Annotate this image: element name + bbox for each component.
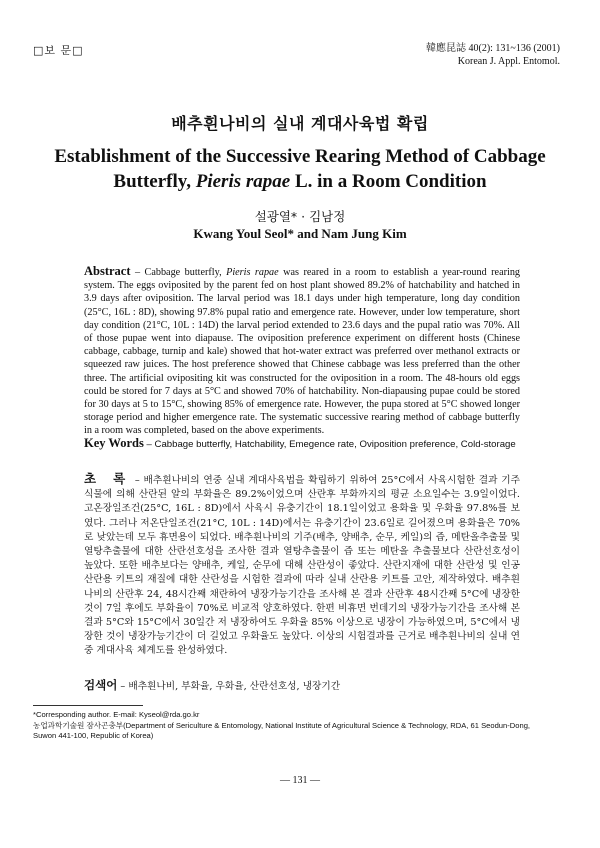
abstract-species: Pieris rapae (226, 267, 279, 278)
page-number: — 131 — (280, 775, 320, 786)
corresponding-author: *Corresponding author. E-mail: Kyseol@rda.go.kr (33, 710, 200, 719)
authors-korean: 설광열* · 김남정 (254, 209, 346, 224)
title-korean: 배추흰나비의 실내 계대사육법 확립 (171, 114, 429, 133)
article-category: □보 문□ (33, 44, 84, 57)
korean-abstract (84, 472, 520, 659)
korean-abstract-text: – 배추흰나비의 연중 실내 계대사육법을 확립하기 위하여 25°C에서 사육시험한 결과 기주식물에 의해 산란된 알의 부화율은 89.2%이었으며 산란후 부화까지의 평균 소요일수는 3.9일이었다. 고온장일조건(25°C, 16L : 8D)에서 사육시 유충기간이 18.1일이었고 용화율 및 우화율 97.8%를 보였다. 그러나 저온단일조건(21°C, 10L : 14D)에서는 유충기간이 23.6일로 길어졌으며 용화율은 70%로 낮았는데 모두 휴면용이 되었다. 배추흰나비의 기주(배추, 양배추, 순무, 케일)의 즙, 메탄올추출물 및 열탕추출물에 대한 산란선호성을 조사한 결과 열탕추출물이 즙 또는 메탄올 추출물보다 산란선호성이 높았다. 또한 배추보다는 양배추, 케일, 순무에 대해 산란성이 좋았다. 산란지재에 대한 산란성 및 인공산란용 키트의 재질에 대한 산란성을 시험한 결과에 따라 실내 산란용 키트를 고안, 제작하였다. 배추흰나비의 산란후 24, 48시간째 채란하여 냉장가능기간을 조사해 본 결과 산란후 48시간째 5°C에 냉장한 것이 7일 후에도 부화율이 70%로 비교적 양호하였다. 한편 비휴면 번데기의 냉장가능기간을 조사해 본 결과 5°C와 15°C에서 30일간 저 냉장하여도 우화율 85% 이상으로 냉장이 가능하였으며, 5°C에서 냉장한 것이 냉장가능기간이 더 길었고 우화율도 높았다. 이상의 시험결과를 근거로 배추흰나비의 실내 연중 계대사육 체계도를 완성하였다. (84, 475, 520, 657)
affiliation-address: Suwon 441-100, Republic of Korea) (33, 731, 154, 741)
title-english-part1: Establishment of the Successive Rearing Method of Cabbage Butterfly, (54, 146, 546, 192)
abstract (84, 265, 520, 438)
abstract-label: Abstract (84, 264, 131, 278)
korean-abstract-label: 초 록 (84, 471, 132, 486)
journal-name: Korean J. Appl. Entomol. (457, 56, 560, 67)
footnote (33, 710, 568, 742)
title-species: Pieris rapae (195, 171, 291, 192)
keywords-text: – Cabbage butterfly, Hatchability, Emegence rate, Oviposition preference, Cold-storage (143, 439, 516, 450)
abstract-dash: – (130, 267, 145, 278)
authors-english: Kwang Youl Seol* and Nam Jung Kim (193, 226, 407, 241)
affiliation-line: 농업과학기술원 잠사곤충부(Department of Sericulture & Entomology, National Institute of Agricultural Science & Technology, RDA, 61 Seodun-Dong, (33, 720, 531, 730)
abstract-text-1: Cabbage butterfly, (144, 267, 227, 278)
keywords (84, 436, 524, 451)
korean-keywords-text: – 배추흰나비, 부화율, 우화율, 산란선호성, 냉장기간 (117, 681, 341, 692)
journal-citation (426, 42, 560, 68)
title-english (40, 144, 560, 194)
footnote-divider (33, 705, 143, 706)
korean-keywords (84, 677, 340, 693)
abstract-text-2: was reared in a room to establish a year-round rearing system. The eggs oviposited by the parent fed on host plant showed 89.2% of hatchability and hatched in 3.9 days after oviposition. The larval period was 18.1 days under high temperature, long day condition (25°C, 16L : 8D), showing 97.8% pupal ratio and emergence rate. However, under low temperature, short day condition (21°C, 10L : 14D) the larval period extended to 23.6 days and the pupal ratio was 70%. All of those pupae went into diapause. The oviposition preference experiment on different hosts (Chinese cabbage, cabbage, turnip and kale) showed that hot-water extract was preferred over methanol extracts or squeezed raw juices. The host preference showed that Chinese cabbage was less preferred than the other three. The artificial ovipositing kit was constructed for the oviposition in a room. The 48-hours old eggs could be stored for 7 days at 5°C and showed 70% of hatchability. Non-diapausing pupae could be stored for 30 days at 5 to 15°C, showing 85% of emergence rate. However, the pupa stored at 5°C showed longer storage period and higher emergence rate. The systematic successive rearing method of cabbage butterfly in a room was completed, based on the above experiments. (84, 267, 521, 437)
keywords-label: Key Words (84, 436, 144, 450)
journal-citation-line: 韓應昆誌 40(2): 131~136 (2001) (425, 43, 560, 54)
title-english-part2: L. in a Room Condition (290, 171, 487, 192)
korean-keywords-label: 검색어 (84, 678, 118, 692)
